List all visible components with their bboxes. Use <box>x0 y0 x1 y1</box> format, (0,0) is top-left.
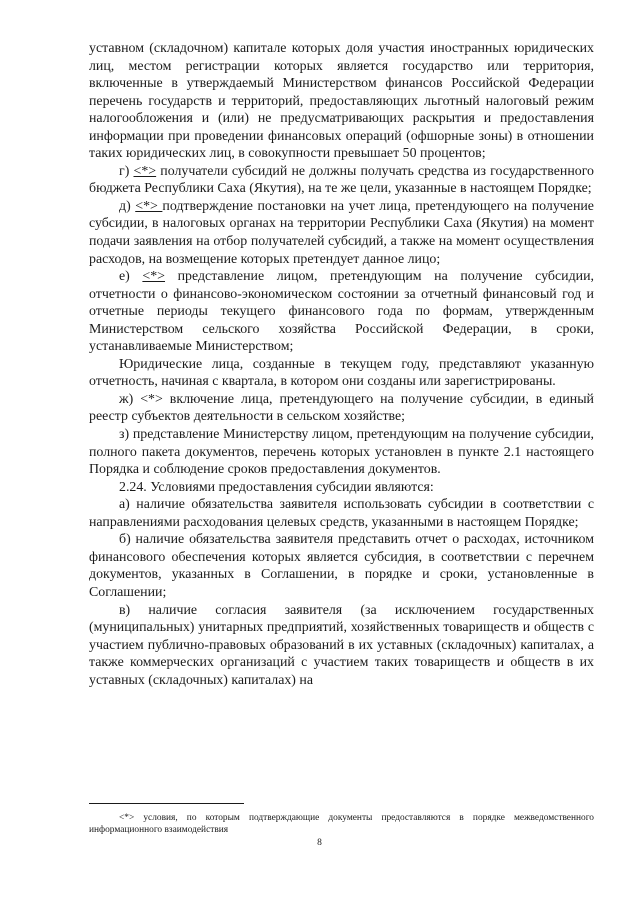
paragraph-item-a: а) наличие обязательства заявителя использовать субсидии в соответствии с направлениями расходования целевых средств, указанными в настоящем Порядке; <box>89 497 594 530</box>
page-number: 8 <box>317 838 322 848</box>
paragraph-item-zh: ж) <*> включение лица, претендующего на получение субсидии, в единый реестр субъектов деятельности в сельском хозяйстве; <box>89 391 594 425</box>
paragraph-section-2-24: 2.24. Условиями предоставления субсидии являются: <box>119 479 434 495</box>
footnote-marker: <*> <box>133 163 157 179</box>
footnote-marker: <*> <box>135 198 163 214</box>
paragraph-legal-entities: Юридические лица, созданные в текущем году, представляют указанную отчетность, начиная с квартала, в котором они созданы или зарегистрированы. <box>89 356 594 390</box>
footnote-marker: <*> <box>142 269 166 285</box>
paragraph-item-e: е) <*> представление лицом, претендующим на получение субсидии, отчетности о финансово-экономическом состоянии за отчетный финансовый год и отчетные периоды текущего финансового года по формам, утвержденным Министерством сельского хозяйства Российской Федерации, в сроки, устанавливаемые Министерством; <box>89 269 595 355</box>
paragraph-item-b: б) наличие обязательства заявителя представить отчет о расходах, источником финансового обеспечения которых является субсидия, в соответствии с перечнем документов, указанных в Соглашении, в порядке и сроки, установленные в Соглашении; <box>89 532 594 600</box>
document-body <box>89 40 594 689</box>
footnote-divider <box>89 803 244 804</box>
paragraph-item-z: з) представление Министерству лицом, претендующим на получение субсидии, полного пакета документов, перечень которых установлен в пункте 2.1 настоящего Порядка и соблюдение сроков предоставления документов. <box>89 427 594 478</box>
paragraph-item-g: г) <*> получатели субсидий не должны получать средства из государственного бюджета Республики Саха (Якутия), на те же цели, указанные в настоящем Порядке; <box>89 163 594 197</box>
paragraph-item-v: в) наличие согласия заявителя (за исключением государственных (муниципальных) унитарных предприятий, хозяйственных товариществ и обществ с участием публично-правовых образований в их уставных (складочных) капиталах, а также коммерческих организаций с участием таких товариществ и обществ в их уставных (складочных) капиталах) на <box>89 602 594 688</box>
paragraph-item-d: д) <*> подтверждение постановки на учет лица, претендующего на получение субсидии, в налоговых органах на территории Республики Саха (Якутия) на момент подачи заявления на отбор получателей субсидий, а также на момент осуществления расходов, на возмещение которых претендует данное лицо; <box>89 198 594 267</box>
paragraph-continuation: уставном (складочном) капитале которых доля участия иностранных юридических лиц, местом регистрации которых является государство или территория, включенные в утверждаемый Министерством финансов Российской Федерации перечень государств и территорий, предоставляющих льготный налоговый режим налогообложения и (или) не предусматривающих раскрытия и предоставления информации при проведении финансовых операций (офшорные зоны) в отношении таких юридических лиц, в совокупности превышает 50 процентов; <box>89 41 594 162</box>
footnote: <*> условия, по которым подтверждающие документы предоставляются в порядке межведомственного информационного взаимодействия <box>89 813 594 835</box>
